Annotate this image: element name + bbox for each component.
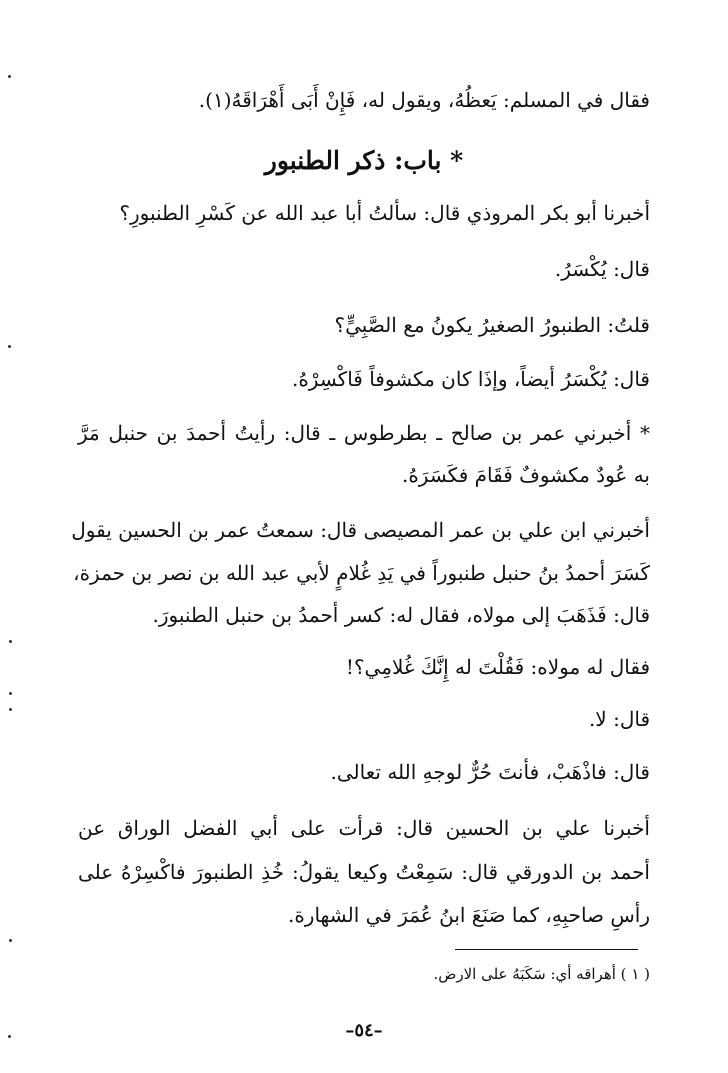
text-line-4: قلتُ: الطنبورُ الصغيرُ يكونُ مع الصَّبِيٍّ؟ (334, 313, 650, 337)
text-line-14: أخبرنا علي بن الحسين قال: قرأت على أبي الفضل الوراق عن (78, 816, 650, 840)
text-line-2: أخبرنا أبو بكر المروذي قال: سألتُ أبا عبد الله عن كَسْرِ الطنبورِ؟ (119, 201, 650, 225)
text-line-11: فقال له مولاه: فَقُلْتَ له إِنَّكَ غُلامِي؟! (345, 655, 650, 679)
text-line-3: قال: يُكْسَرُ. (554, 257, 650, 281)
scan-speck (9, 939, 12, 942)
text-line-16: رأسِ صاحبِهِ، كما صَنَعَ ابنُ عُمَرَ في الشهارة. (287, 903, 650, 927)
text-line-8: أخبرني ابن علي بن عمر المصيصى قال: سمعتُ عمر بن الحسين يقول (71, 518, 650, 542)
text-line-12: قال: لا. (588, 707, 650, 731)
text-line-6: * أخبرني عمر بن صالح ـ بطرطوس ـ قال: رأيتُ أحمدَ بن حنبل مَرَّ (78, 421, 650, 445)
page-number: –٥٤– (345, 1020, 383, 1041)
text-line-5: قال: يُكْسَرُ أيضاً، وإذَا كان مكشوفاً فَاكْسِرْهُ. (291, 367, 650, 391)
text-line-1: فقال في المسلم: يَعظُهُ، ويقول له، فَإِنْ أَبَى أَهْرَاقَهُ(١). (198, 88, 650, 112)
section-heading: * باب: ذكر الطنبور (264, 146, 464, 175)
text-line-15: أحمد بن الدورقي قال: سَمِعْتُ وكيعا يقولُ: خُذِ الطنبورَ فاكْسِرْهُ على (78, 860, 650, 884)
text-line-13: قال: فاذْهَبْ، فأنتَ حُرٌّ لوجهِ الله تعالى. (330, 760, 650, 784)
text-line-7: به عُودٌ مكشوفٌ فَقَامَ فكَسَرَهُ. (401, 463, 650, 487)
text-line-10: قال: فَذَهَبَ إلى مولاه، فقال له: كسر أحمدُ بن حنبل الطنبورَ. (152, 603, 650, 627)
scan-speck (9, 640, 12, 643)
scan-speck (8, 345, 11, 348)
footnote-divider (455, 949, 638, 950)
scan-speck (9, 708, 12, 711)
scan-speck (9, 692, 12, 695)
scan-speck (8, 1035, 11, 1038)
footnote: ( ١ ) أهراقه أي: سَكَبَهُ على الارض. (433, 965, 650, 983)
text-line-9: كَسَرَ أحمدُ بنُ حنبل طنبوراً في يَدِ غُلامٍ لأبي عبد الله بن نصر بن حمزة، (73, 561, 650, 585)
scan-speck (8, 75, 11, 78)
